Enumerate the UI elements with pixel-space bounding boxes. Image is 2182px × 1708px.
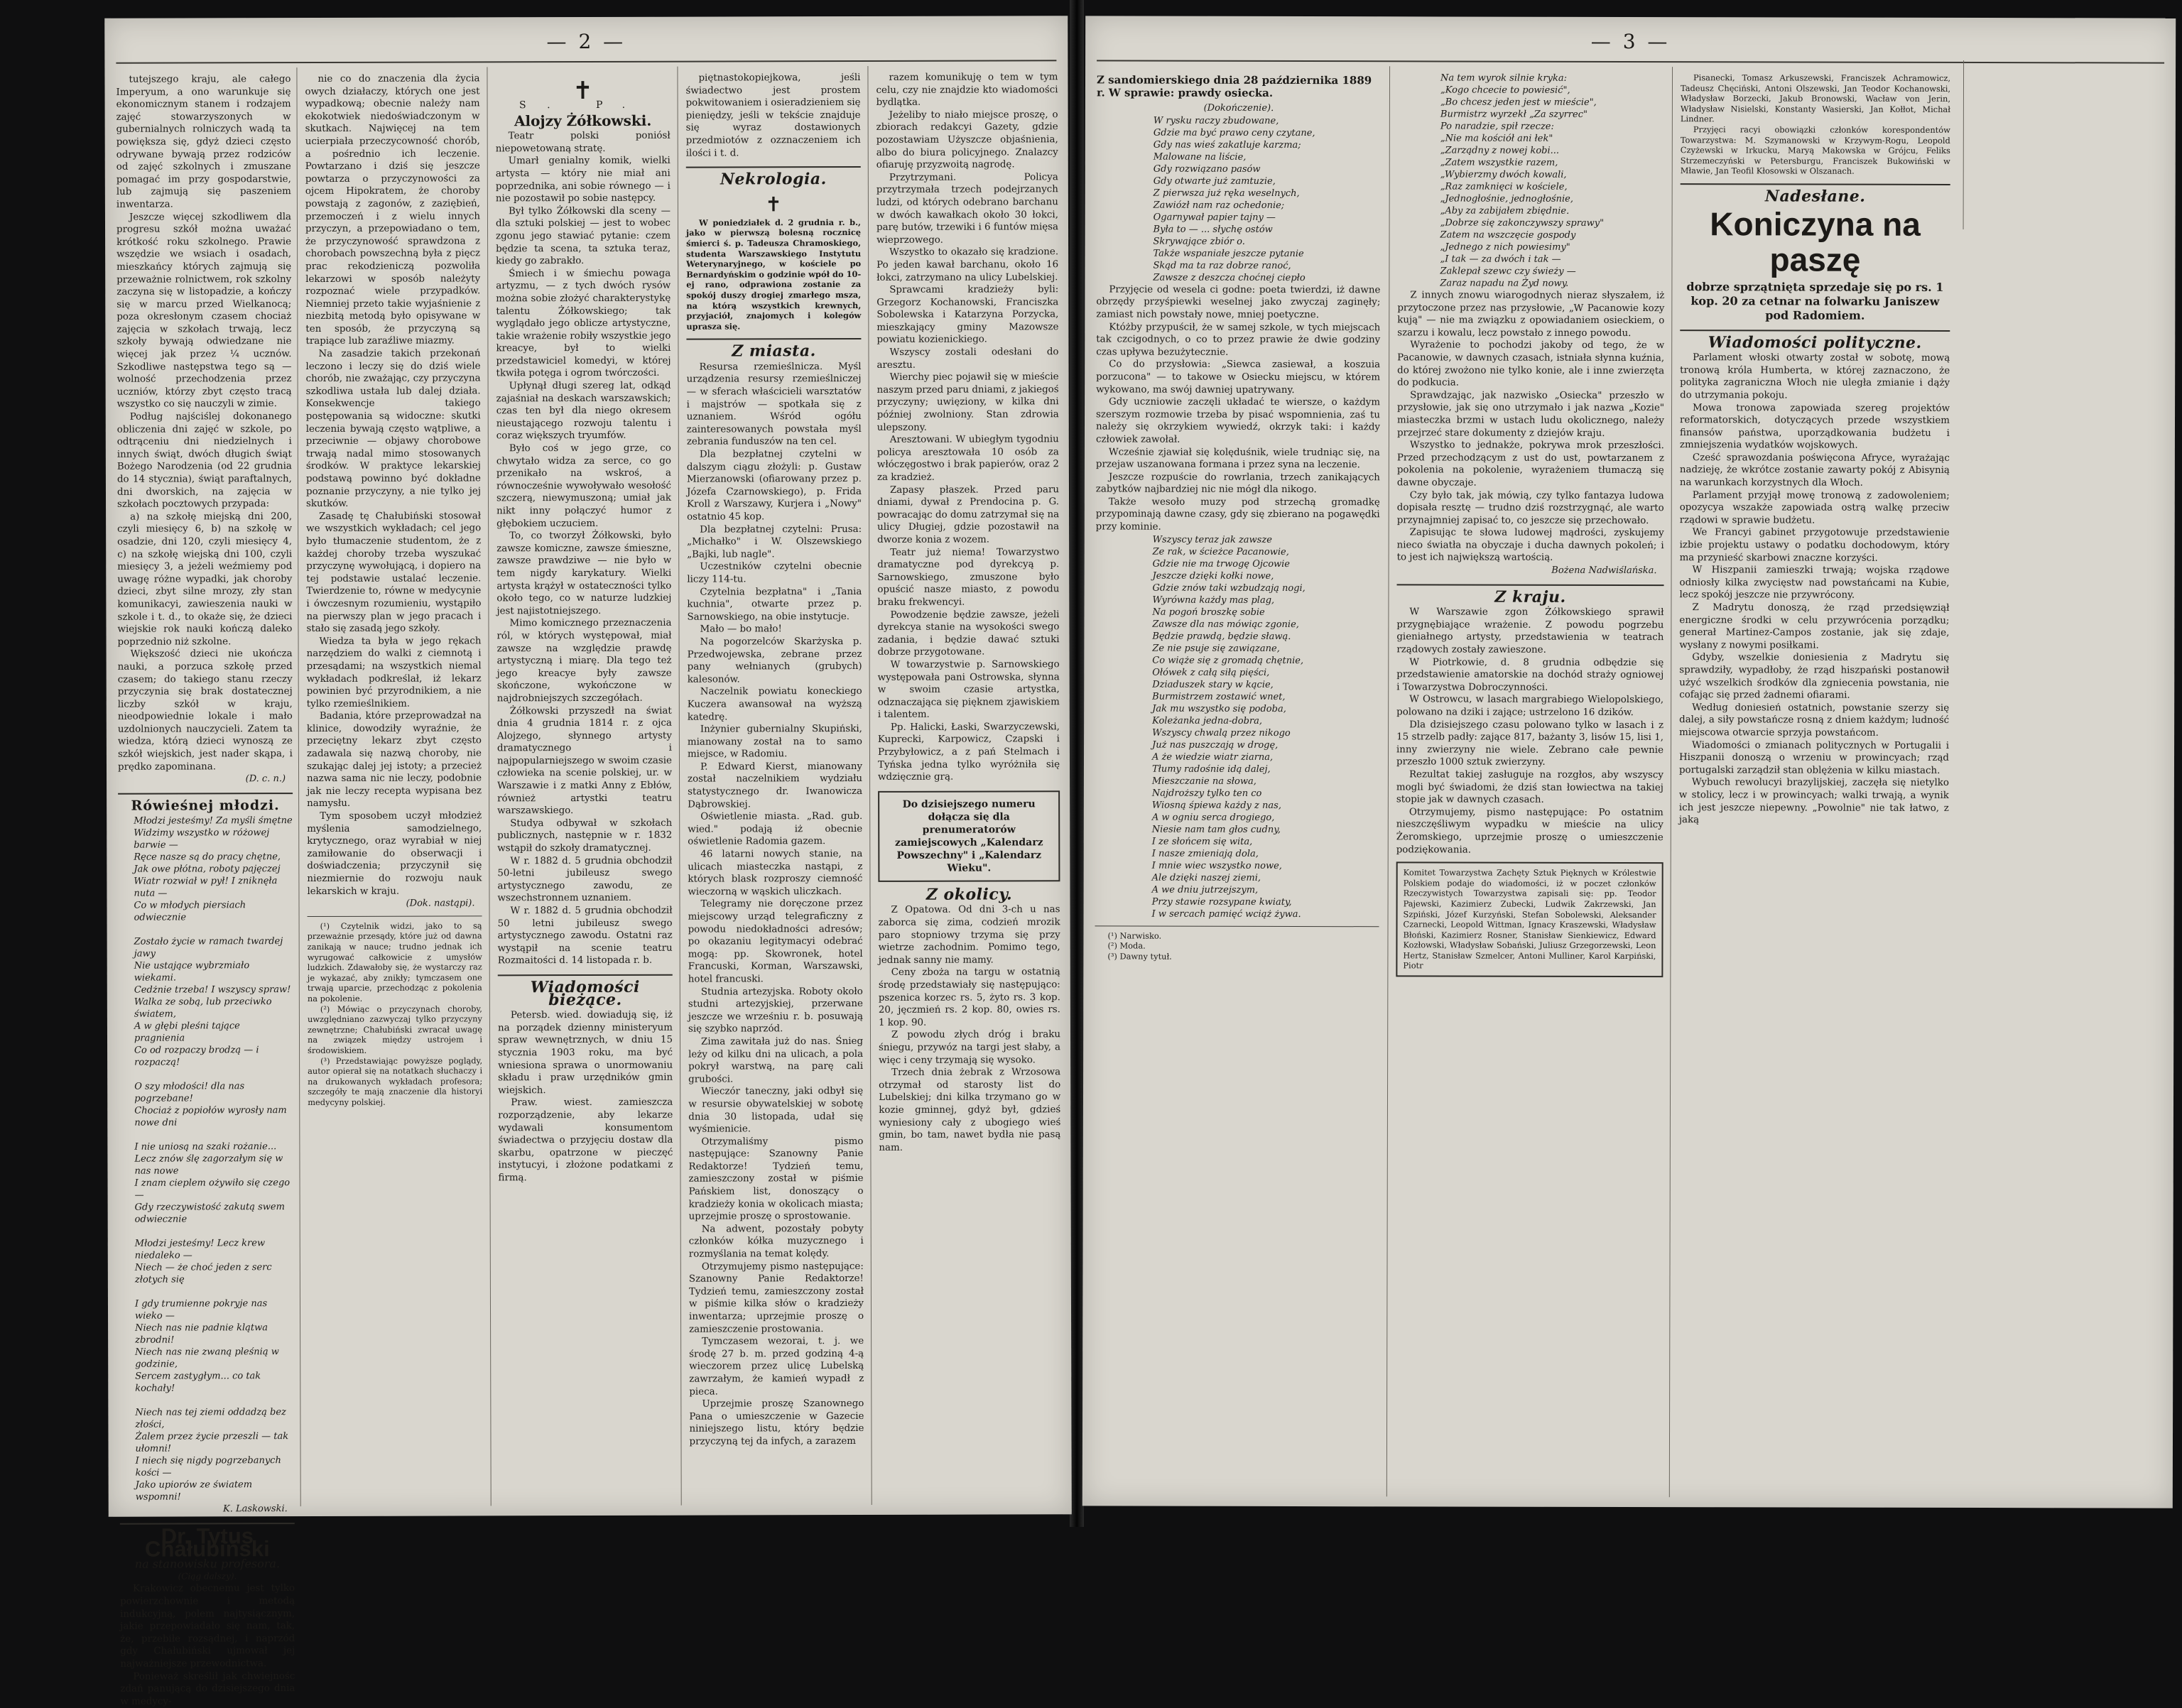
signature: (Dok. nastąpi). [406,898,475,909]
article-paragraph: Było coś w jego grze, co chwytało widza za serce, co go przenikało na wskroś, a równocześnie wywoływało wesołość szczerą, niewymuszoną; umiał jak nikt inny połączyć humor z głębokiem uczuciem. [496,442,672,529]
article-paragraph: Na zasadzie takich przekonań leczono i leczy się do dziś wiele chorób, nie zważając, czy przyczyna szkodliwa ustała lub dalej działa. Konsekwencje takiego postępowania są widoczne: skutki leczenia bywają często wątpliwe, a przeciwnie — objawy chorobowe trwają nadal mimo stosowanych środków. W praktyce lekarskiej podstawą powinno być dokładne poznanie przyczyny, a nie tylko jej skutków. [305,348,482,510]
poem-line: „Aby za zabijałem zbiędnie. [1440,205,1570,217]
news-item: Zima zawitała już do nas. Śnieg leży od kilku dni na ulicach, a pola pokrył warstwą, na parę cali grubości. [688,1035,864,1085]
poem-line: Na tem wyrok silnie kryka: [1440,72,1567,84]
footnote-divider [1095,925,1379,927]
poem-line: „Nie ma kościół ani łek" [1440,133,1553,144]
poem-line: Gdy rozwiązano pasów [1153,163,1261,175]
article-paragraph: Podług najściślej dokonanego obliczenia dni zajęć w szkole, po odtrąceniu dni niedzielnych i innych świąt, dwóch długich świąt Bożego Narodzenia (od 22 grudnia do 14 stycznia), świąt paraftalnych, dni dworskich, na zajęcia w szkołach pocztowych przypada: [116,411,293,510]
news-item: Telegramy nie doręczone przez miejscowy urząd telegraficzny z powodu niedokładności adresów; po okazaniu legitymacyi odebrać mogą: pp. Skowronek, hotel Francuski, Korman, Warszawski, hotel francuski. [688,898,863,985]
poem-line: Chociaż z popiołów wyrosły nam nowe dni [134,1105,287,1129]
book-gutter [1070,0,1084,1527]
column-rule [1963,60,1964,229]
poem-line: Także wspaniałe jeszcze pytanie [1153,248,1304,259]
news-item: W Ostrowcu, w lasach margrabiego Wielopolskiego, polowano na dziki i zające; ustrzelono 16 dzików. [1396,694,1664,719]
section-divider [686,338,861,340]
article-subheading: (Dokończenie). [1203,102,1274,114]
news-item: We Francyi gabinet przygotowuje przedstawienie izbie projektu ustawy o podatku dochodowym, który ma przynieść skarbowi znaczne korzyści. [1679,527,1950,564]
poem-line: Zaraz napadu na Żyd nowy. [1440,278,1569,289]
poem-line: „Wybierzmy dwóch kowali, [1440,169,1567,180]
poem-line: Ołówek z całą siłą pięści, [1152,667,1270,678]
poem-line: Zawsze dla nas mówiąc zgonie, [1152,619,1299,630]
footnote: (³) Dawny tytuł. [1107,951,1172,962]
poem-line [134,924,293,937]
poem-line: Jak owe płótna, roboty pajęczej [134,864,281,876]
poem-line: Wszyscy teraz jak zawsze [1152,534,1272,545]
poem-line: I nasze zmieniają dola, [1151,848,1259,859]
poem-line: Ale dzięki naszej ziemi, [1151,872,1261,883]
signature: (D. c. n.) [245,773,286,785]
poem-line: Gdzie nie ma trwogę Ojcowie [1152,558,1291,570]
news-item: Studnia artezyjska. Roboty około studni artezyjskiej, przerwane jeszcze we wrześniu r. b. posuwają się szybko naprzód. [688,986,863,1035]
article-paragraph: nie co do znaczenia dla życia owych działaczy, których one jest wypadkową; obecnie należy nam ekokotwiek niedoświadczonym w skutkach. Najwięcej na tem ucierpiała przeczycowność chorób, a pośrednio ich leczenie. Powtarzano i dziś się jeszcze powtarza o przyczynowości za ojcem Hipokratem, że choroby powstają z zagonów, z zaziębień, przemoczeń i z wielu innych przyczyn, a przepowiadano o tem, że przyczynowość sprawdzona z chorobach powszechną była z pięcz prac rekodzieniczą pozwoliła lekarzowi w sposób należyty rozpoznać wiele przypadków. Niemniej przeto takie wyjaśnienie z niezbitą metodą było opisywane w ten sposób, że przyczyną są trapiące lub zaraźliwe miazmy. [305,73,481,347]
poem-line: Walka ze sobą, lub przeciwko światem, [134,996,272,1021]
news-item: Z Madrytu donoszą, że rząd przedsięwziął energiczne środki w celu przywrócenia porządku; generał Martinez-Campos zostanie, jak się zdaje, wysłany z nowymi posiłkami. [1679,602,1950,651]
article-paragraph: Był tylko Żółkowski dla sceny — dla sztuki polskiej — jest to wobec zgonu jego stawiać pytanie: czem będzie ta scena, ta sztuka teraz, kiedy go zabrakło. [495,205,671,267]
poem-line: Wiosną śpiewa każdy z nas, [1151,800,1281,811]
poem-line: Zatem na wszczęcie gospody [1440,229,1576,241]
poem-line: Co od rozpaczy brodzą — i rozpaczą! [134,1045,259,1069]
news-item: Sprawcami kradzieży byli: Grzegorz Kochanowski, Franciszka Sobolewska i Katarzyna Porzycka, mieszkający gminy Mazowsze powiatu kozienickiego. [876,284,1059,346]
poem-line: Dziaduszek stary w kącie, [1152,679,1274,690]
news-item: Otrzymujemy, pismo następujące: Po ostatnim nieszczęśliwym wypadku w mieście na ulicy Żeromskiego, uprzejmie proszę o umieszczenie podziękowania. [1396,807,1663,856]
footnote: (¹) Narwisko. [1107,930,1162,941]
cross-icon: ✝ [765,192,782,217]
advertisement-text: dobrze sprzątnięta sprzedaje się po rs. 1 kop. 20 za cetnar na folwarku Janiszew pod Radomiem. [1686,279,1944,322]
poem-line: „Dobrze się zakonczywszy sprawy" [1440,217,1605,229]
news-item: Oświetlenie miasta. „Rad. gub. wied." podają iż obecnie oświetlenie Radomia gazem. [688,811,863,848]
news-item: Dla bezpłatnej czytelni w dalszym ciągu złożyli: p. Gustaw Mierzanowski (ofiarowany przez p. Józefa Czarnowskiego), p. Frida Kroll z Warszawy, Kurjera i „Nowy" ostatnio 45 kop. [686,449,862,523]
poem-line: Burmistrzem zostawić wnet, [1152,691,1286,702]
news-item: Tymczasem wezorai, t. j. we środę 27 b. m. przed godziną 4-ą wieczorem przez ulicę Lubelską zawrzałym, że kamień wypadł z pieca. [689,1336,864,1398]
section-heading: Nekrologia. [720,170,827,189]
article-paragraph: Teatr polski poniósł niepowetowaną stratę. [495,130,671,155]
advertisement-headline: Koniczyna na paszę [1710,205,1921,278]
news-item: 46 latarni nowych stanie, na ulicach miasteczka nastąpi, z których blask rozproszy ciemność wieczorną w wąskich uliczkach. [688,849,863,898]
page-number: — 2 — [546,29,626,54]
poem-line: A we dniu jutrzejszym, [1151,884,1259,896]
section-divider [1681,183,1950,185]
poem-line: I mnie wiec wszystko nowe, [1151,860,1282,871]
poem-line: Mieszczanie na słowa, [1151,776,1256,787]
poem-line: Żalem przez życie przeszli — tak ułomni! [135,1431,289,1455]
feature-subtitle: na stanowisku profesora. [134,1557,281,1571]
article-paragraph: Wyrażenie to pochodzi jakoby od tego, że w Pacanowie, w dawnych czasach, istniała słynna kuźnia, do której zwożono nie tylko konie, ale i inne zwierzęta do podkucia. [1397,339,1665,388]
poem-line: Skrywające zbiór o. [1153,236,1245,247]
news-item: Na adwent, pozostały pobyty członków kółka muzycznego i rozmyślania na temat kolędy. [688,1223,864,1260]
poem-line: I znam cieplem ożywiło się czego — [134,1177,291,1202]
section-heading: Nadesłane. [1764,187,1866,206]
article-paragraph: Zasadę tę Chałubiński stosował we wszystkich wykładach; cel jego było tłumaczenie studentom, że z każdej choroby trzeba wyszukać przyczynę wywołującą, i dopiero na tej podstawie ustalać leczenie. Twierdzenie to, równe w medycynie i ówczesnym rozumieniu, wystąpiło na pierwszy plan w jego pracach i stało się zasadą jego szkoły. [306,511,482,635]
poem-line: Jak mu wszystko się podoba, [1152,703,1286,714]
section-divider [1397,584,1664,586]
news-item: Resursa rzemieślnicza. Myśl urządzenia resursy rzemieślniczej — w sferach właścicieli warsztatów i majstrów — spotkała się z uznaniem. Wśród ogółu zainteresowanych powstała myśl zebrania funduszów na ten cel. [686,361,862,448]
poem-line: Jako upiorów ze światem wspomni! [135,1479,253,1503]
column-rule [867,66,872,1505]
section-divider [498,974,673,977]
news-item: W towarzystwie p. Sarnowskiego występowała pani Ostrowska, słynna w swoim czasie artystka, odznaczająca się pięknem zjawiskiem i talentem. [877,659,1060,721]
poem-line: „Jednego z nich powiesimy" [1440,241,1570,253]
poem-line: Przy stawie rozsypane kwiaty, [1151,896,1292,908]
news-item: razem komunikuję o tem w tym celu, czy nie znajdzie kto wiadomości bydlątka. [876,72,1058,109]
poem-line: I ze słońcem się wita, [1151,836,1253,847]
society-notice: Komitet Towarzystwa Zachęty Sztuk Pięknych w Królestwie Polskiem podaje do wiadomości, iż w poczet członków Rzeczywistych Towarzystwa zapisali się: pp. Teodor Pajewski, Kazimierz Zubecki, Ludwik Zakrzewski, Jan Szpiński, Józef Kurzyński, Stefan Sobolewski, Aleksander Czarnecki, Leopold Wittman, Ignacy Kraszewski, Władysław Błoński, Kazimierz Rosner, Stanisław Sienkiewicz, Edward Kozłowski, Władysław Sobański, Juliusz Grzegorzewski, Leon Hertz, Stanisław Szmelcer, Antoni Mulliner, Karol Karpiński, Piotr [1396,861,1663,977]
article-paragraph: Wcześnie zjawiał się kolęduśnik, wiele trudniąc się, na przejaw uszanowana formana i przez syna na leczenie. [1095,446,1380,471]
poem-line: Skąd ma ta raz dobrze ranoć, [1153,260,1291,271]
article-paragraph: Jeszcze rozpuście do rowrlania, trzech zanikających zabytków najbardziej nic nie mógł dla nikogo. [1095,472,1380,496]
article-paragraph: Większość dzieci nie ukończa nauki, a porzuca szkołę przed czasem; do takiego stanu rzeczy przyczynia się brak dostatecznej liczby szkół w kraju, nieodpowiednie lokale i mało uzdolnionych nauczycieli. Zatem ta wiedza, którą dzieci wynoszą ze szkół wiejskich, jest nader skąpa, i prędko zapominana. [117,648,293,773]
article-paragraph: Krakowicz obecnemu jest tylko powierzchownie i metodą indukcyjną, polem najtysiącznym, jakie przepowiadało się nam, tak, że, przebiłe rozsądnej, i naprzód gdy Chałubiński ujmował jej najważniejsze przewodnictwa. [120,1583,295,1670]
footnote: (¹) Czytelnik widzi, jako to są przeważnie przesądy, które już od dawna zanikają w nauce; trudno jednak ich wyrugować całkowicie z umysłów ludzkich. Zdawałoby się, że wystarczy raz je wykazać, aby znikły; tymczasem one trwają uparcie, przechodząc z pokolenia na pokolenie. [307,920,482,1003]
column-4 [685,72,864,1500]
poem-line: Burmistrz wyrzekł „Za szyrrec" [1440,109,1588,120]
article-paragraph: Co do przysłowia: „Siewca zasiewał, a koszuia porzucona" — to takowe w Osiecku miejscu, w którem wykowano, ma swój dawniej upatrywany. [1096,359,1381,396]
article-paragraph: Mimo komicznego przeznaczenia ról, w których występował, miał zawsze na względzie prawdę artystyczną i miarę. Dla tego też jego kreacye były zawsze skończone, wykończone w najdrobniejszych szczegółach. [496,618,672,705]
poem-line: Malowane na liście, [1153,151,1247,163]
news-item: P. Edward Kierst, mianowany został naczelnikiem wydziału statystycznego dr. Iwanowicza Dąbrowskiej. [688,761,863,810]
poem-line: A w ogniu serca drogiego, [1151,812,1275,823]
poem-line [134,1069,293,1082]
section-heading: Z kraju. [1494,587,1566,606]
poem-line: Młodzi jesteśmy! Lecz krew niedaleko — [134,1238,266,1262]
poem-line: Była to — ... słychę ostów [1153,224,1273,235]
poem-line: W rysku raczy zbudowane, [1153,115,1279,126]
poem-line [135,1286,294,1299]
article-paragraph: Gdy uczniowie zaczęli układać te wiersze, o każdym szerszym rozmowie trzeba by pisać wspomnienia, zaś tu należy się okrzykiem wywiedź, okrzyk taki: i każdy człowiek zawołał. [1095,396,1381,445]
poem-line: Wszyscy chwalą przez nikogo [1152,727,1291,739]
poem-line: Co w młodych piersiach odwiecznie [134,900,246,924]
article-paragraph: tutejszego kraju, ale całego Imperyum, a ono warunkuje się ekonomicznym stanem i rodzajem zajęć stowarzyszonych w gubernialnych rolniczych wadą ta powiększa się, gdyż dzieci często odrywane bywają przez rodziców od zajęć szkolnych i zmuszane pomagać im przy gospodarstwie, lub zajmują się paszeniem inwentarza. [116,74,291,210]
poem-line: Najdroższy tylko ten co [1151,788,1262,799]
news-item: Aresztowani. W ubiegłym tygodniu policya aresztowała 10 osób za włóczęgostwo i brak papierów, oraz 2 za kradzież. [876,434,1059,483]
news-item: Dla dzisiejszego czasu polowano tylko w lasach i z 15 strzelb padły: zające 817, bażanty 3, lisów 15, lisi 1, inny zwierzyny nie wiele. Zebrano całe pewnie przeszło 1000 sztuk zwierzyny. [1396,719,1664,768]
top-rule [1097,60,2164,63]
poem-line: O szy młodości! dla nas pogrzebane! [134,1081,245,1105]
article-paragraph: Upłynął długi szereg lat, odkąd zajaśniał na deskach warszawskich; czas ten był dla niego okresem nieustającego rozwoju talentu i coraz większych tryumfów. [496,380,671,442]
article-paragraph: Jeszcze więcej szkodliwem dla progresu szkół można uważać krótkość roku szkolnego. Prawie wszędzie we wsiach i osadach, mieszkańcy których zajmują się przeważnie rolnictwem, rok szkolny zaczyna się w listopadzie, a kończy się w marcu przed Wielkanocą; poza okresłonym czasem chociaż zajęcia w szkołach trwają, lecz szkoły bywają odwiedzane nie więcej jak przez ¼ ucznów. Szkodliwe następstwa tego są — wolność przechodzenia przez uczniów, którzy zbyt często tracą wszystko co się nauczyli w zimie. [116,211,292,410]
news-item: Z Opatowa. Od dni 3-ch u nas zaborca się zima, codzień mrozik paro stopniowy trzyma się przy wietrze zachodnim. Pomimo tego, jednak sanny nie mamy. [878,904,1060,966]
news-item: Pp. Halicki, Łaski, Swarzyczewski, Kuprecki, Karpowicz, Czapski i Przybyłowicz, a z pań Stelmach i Tyńska jedna tylko wyróżniła się wdzięcznie grą. [877,722,1060,783]
poem-line: Widzimy wszystko w różowej barwie — [134,827,270,852]
news-item: Uczestników czytelni obecnie liczy 114-tu. [687,561,862,585]
news-item: Przytrzymani. Policya przytrzymała trzech podejrzanych ludzi, od których odebrano barchanu w dwóch kawałkach około 30 łokci, parę butów, trzewiki i 6 funtów mięsa wieprzowego. [876,172,1059,246]
news-item: Parlament włoski otwarty został w sobotę, mową tronową króla Humberta, w której zaznaczono, że polityka zagraniczna Włoch nie uległa zmianie i dąży do utrzymania pokoju. [1680,352,1950,401]
poem-line: I w sercach pamięć wciąż żywa. [1151,908,1301,920]
article-paragraph: Wszystko to jednakże, pokrywa mrok przeszłości. Przed przechodzącym z ust do ust, powtarzanem z pokolenia na pokolenie, wyrażeniem tłumaczą się dawne obyczaje. [1396,440,1664,489]
column-5 [876,71,1061,1499]
news-item: Trzech dnia żebrak z Wrzosowa otrzymał od starosty list do Lubelskiej; dni kilka trzymano go w kozie gminnej, gdyż był, gdzieś wyniesiony cały z ubogiego wieś gmin, bo tam, nawet bydła nie pasą nam. [879,1067,1061,1153]
poem-line: Jeszcze dzięki kołki nowe, [1152,570,1274,582]
news-item: Wiadomości o zmianach politycznych w Portugalii i Hiszpanii donoszą o wrzeniu w prowincyach; rząd portugalski zarządził stan oblężenia w kilku miastach. [1678,739,1950,776]
poem-title: Rówieśnej młodzi. [131,797,280,814]
poem-line: Ze rak, w ścieżce Pacanowie, [1152,546,1289,557]
news-item: Na pogorzelców Skarżyska p. Przedwojewska, zebrane przez pany wełnianych (grubych) kalesonów. [687,636,862,685]
section-heading: Z okolicy. [926,885,1013,904]
footnote-divider [308,915,482,917]
poem-line: Niesie nam tam głos cudny, [1151,824,1281,835]
poem-line: Tłumy radośnie idą dalej, [1151,763,1271,775]
poem [1096,114,1380,284]
poem-line: „Bo chcesz jeden jest w mieście", [1440,97,1597,108]
poem-line: Na pogoń broszkę sobie [1152,606,1265,618]
poem-line: Gdzie ma być prawo ceny czytane, [1153,127,1315,138]
news-item: Inżynier gubernialny Skupiński, mianowany został na to samo miejsce, w Radomiu. [687,724,862,760]
footnote: (³) Przedstawiając powyższe poglądy, autor opierał się na notatkach słuchaczy i na drukowanych wykładach profesora; szczegóły te mają znaczenie dla historyi medycyny polskiej. [308,1055,483,1107]
poem-line: Lecz znów ślę zagorzałym się w nas nowe [134,1153,283,1177]
poem-line: Młodzi jesteśmy! Za myśli śmętne [134,815,293,827]
poem-line: Zostało życie w ramach twardej jawy [134,936,283,960]
poem-line: Gdy rzeczywistość zakutą swem odwiecznie [134,1202,285,1226]
section-heading: Z miasta. [732,342,816,361]
news-item: Powodzenie będzie zawsze, jeżeli dyrekcya stanie na wysokości swego zadania, i będzie dawać sztuki dobrze przygotowane. [877,609,1060,658]
poem-line: Sercem zastygłym... co tak kochały! [135,1371,261,1395]
poem-line: Ogarnywał papier tajny — [1153,212,1276,223]
poem-line: Ręce nasze są do pracy chętne, [134,852,281,864]
news-item: Otrzymujemy pismo następujące: Szanowny Panie Redaktorze! Tydzień temu, zamieszczony został w piśmie kilka słów o kradzieży inwentarza; uprzejmie proszę o zamieszczenie prostowania. [688,1261,864,1335]
column-rule [487,67,491,1506]
right-page [1082,16,2176,1508]
poem-line: Nie ustające wybrzmiało wiekami. [134,960,250,984]
poem-line: Gdy otwarte już zamtuzie, [1153,175,1276,187]
article-paragraph: W r. 1882 d. 5 grudnia obchodził 50-letni jubileusz swego artystycznego zawodu, ze wszechstronnem uznaniem. [497,855,673,904]
poem-line: „Raz zamknięci w kościele, [1440,181,1568,192]
news-item: Gdyby, wszelkie doniesienia z Madrytu się sprawdziły, wypadłoby, że rząd hiszpański postanowił użyć wszelkich środków dla zgniecenia powstania, nie cofając się przed żadnemi ofiarami. [1679,652,1950,701]
poem-line: Wyrówna każdy mas plag, [1152,594,1275,606]
column-2 [305,72,483,1501]
article-paragraph: Przyjęcie od wesela ci godne: poeta twierdzi, iż dawne obrzędy przyśpiewki weselnej jako zwyczaj zaginęły; zamiast nich powstały nowe, mniej poetyczne. [1096,284,1381,321]
obituary-sp: S. P. [519,99,647,111]
news-item: Ceny zboża na targu w ostatnią środę przedstawiały się następująco: pszenica korzec rs. 5, żyto rs. 3 kop. 20, jęczmień rs. 2 kop. 80, owies rs. 1 kop. 90. [878,967,1060,1028]
poem-line: Co wiąże się z gromadą chętnie, [1152,655,1304,666]
poem-line: „Jednogłośnie, jednogłośnie, [1440,193,1574,205]
news-item: Jeżeliby to niało miejsce proszę, o zbiorach redakcyi Gazety, gdzie pozostawiam Użyszcze objaśnienia, albo do biura policyjnego. Znalazcy ofiaruję przyzwoitą nagrodę. [876,109,1058,171]
feature-continued: (Ciąg dalszy). [178,1571,237,1582]
news-item: Wszystko to okazało się kradzione. Po jeden kawał barchanu, około 16 łokci, zatrzymano na ulicy Lubelskiej. [876,246,1059,283]
poem [1095,533,1380,920]
article-heading: Z sandomierskiego dnia 28 października 1889 r. W sprawie: prawdy osiecka. [1096,73,1372,99]
article-paragraph: Wiedza ta była w jego rękach narzędziem do walki z ciemnotą i przesądami; na wszystkich niemal wykładach podkreślał, iż lekarz powinien być przyrodnikiem, a nie tylko rzemieślnikiem. [306,636,482,709]
article-paragraph: Ponieważ skreślił jak chwiejnośc zdań panującą do dzisiejszego dnia w medycy- [120,1670,295,1707]
news-item: Z powodu złych dróg i braku śniegu, przywóz na targi jest słaby, a więc i ceny trzymają się wysoko. [879,1029,1061,1066]
section-divider [118,793,293,795]
article-paragraph: Petersb. wied. dowiadują się, iż na porządek dzienny ministeryum spraw wewnętrznych, w dniu 15 stycznia 1903 roku, ma być wniesiona sprawa o unormowaniu składu i praw urzędników gmin wiejskich. [497,1009,673,1097]
section-heading: Wiadomości bieżące. [530,977,640,1009]
article-paragraph: Czy było tak, jak mówią, czy tylko fantazya ludowa dopisała resztę — trudno dziś rozstrzygnąć, ale warto przynajmniej zapisać to, co jeszcze się przechowało. [1396,489,1664,526]
poem-line: „Zatem wszystkie razem, [1440,157,1558,168]
poem-line: „Zarządny z nowej kobi... [1440,145,1560,156]
necrology-notice: W poniedziałek d. 2 grudnia r. b., jako w pierwszą bolesną rocznicę śmierci ś. p. Tadeusza Chramoskiego, studenta Warszawskiego Instytutu Weterynaryjnego, w kościele po Bernardyńskim o godzinie wpół do 10-ej rano, odprawiona zostanie za spokój duszy drogiej zmarłego msza, na którą wszystkich krewnych, przyjaciół, znajomych i kolegów uprasza się. [686,217,862,332]
poem-line: „Kogo chcecie to powiesić", [1440,85,1570,96]
article-paragraph: Pisanecki, Tomasz Arkuszewski, Franciszek Achramowicz, Tadeusz Chęciński, Antoni Olszewski, Jan Teodor Kochanowski, Władysław Borzecki, Jakub Bronowski, Wacław von Jerin, Władysław Nisielski, Konstanty Wasierski, Jan Kołłot, Michał Lindner. [1680,72,1951,124]
poem-line: A że wiedzie wiatr ziarna, [1151,751,1274,763]
article-paragraph: Sprawdzając, jak nazwisko „Osiecka" przeszło w przysłowie, jak się ono utrzymało i jak nazwa „Kozie" miasteczka brzmi w ustach ludu okolicznego, należy przejrzeć stare dokumenty z dziejów kraju. [1396,390,1665,439]
poem-line: Niech nas nie padnie klątwa zbrodni! [135,1322,268,1347]
poem-line: Gdzie znów taki wzbudzają nogi, [1152,582,1306,594]
poem-line [135,1226,294,1239]
poem-line: Zawsze z deszcza choćnej ciepło [1153,272,1306,283]
article-paragraph: Praw. wiest. zamieszcza rozporządzenie, aby lekarze wydawali konsumentom świadectwa o przyjęciu dostaw dla skarbu, opatrzone w pieczęć instytucyi, i złożone podatkami z firmą. [498,1097,673,1184]
column-rule [677,67,681,1506]
article-paragraph: Także wesoło muzy pod strzechą gromadkę przypominają dawne czasy, gdy się zbierano na pogawędki przy kominie. [1095,496,1380,533]
news-item: Mowa tronowa zapowiada szereg projektów reformatorskich, dotyczących przede wszystkiem finansów państwa, uporządkowania budżetu i zmniejszenia wydatków wojskowych. [1679,402,1950,451]
column-rule [296,67,300,1506]
article-paragraph: To, co tworzył Żółkowski, było zawsze komiczne, zawsze śmieszne, zawsze prawdziwe — nie było w tem nigdy karykatury. Wielki artysta krążył w ostateczności tylko około tego, co w naturze ludzkiej jest najistotniejszego. [496,530,672,617]
poem-line: I gdy trumienne pokryje nas wieko — [134,1298,268,1322]
poem [1397,72,1665,290]
news-item: Cześć sprawozdania poświęcona Afryce, wyrażając nadzieję, że wkrótce zostanie zawarty pokój z Abisynią na warunkach korzystnych dla Włoch. [1679,452,1950,489]
signature: Bożena Nadwiślańska. [1551,565,1657,577]
poem-line [135,1395,294,1408]
section-divider [686,166,861,168]
section-divider [1680,330,1950,332]
news-item: Wierchy piec pojawił się w mieście naszym przed paru dniami, z jakiegoś przyczyny; uwięziony, w kilka dni później zwolniony. Stan zdrowia ulepszony. [876,371,1059,433]
poem-line: Wiatr rozwiał w pył! I zniknęła nuta — [134,876,278,900]
poem-line: Zawiózł nam raz ochedonie; [1153,200,1285,211]
poem-line: Niech nas tej ziemi oddadzą bez złości, [135,1407,286,1431]
column-2 [1395,72,1665,1493]
left-page [104,16,1072,1707]
poem-line [134,1129,293,1142]
supplement-notice: Do dzisiejszego numeru dołącza się dla prenumeratorów zamiejscowych „Kalendarz Powszechny" i „Kalendarz Wieku". [878,790,1060,882]
news-item: Mało — bo mało! [700,624,782,635]
feature-title: Dr. Tytus Chałubiński [144,1523,270,1562]
poem-line: Będzie prawdą, będzie sławą. [1152,631,1291,642]
news-item: Wieczór taneczny, jaki odbył się w resursie obywatelskiej w sobotę dnia 30 listopada, udał się wyśmienicie. [688,1086,864,1135]
column-3 [495,72,673,1501]
news-item: Według doniesień ostatnich, powstanie szerzy się dalej, a siły powstańcze rosną z dniem każdym; ludność miejscowa otwarcie sprzyja powstańcom. [1679,702,1950,739]
section-heading: Wiadomości polityczne. [1708,332,1922,352]
obituary-name: Alojzy Żółkowski. [514,111,652,129]
news-item: Otrzymaliśmy pismo następujące: Szanowny Panie Redaktorze! Tydzień temu, zamieszczony został w piśmie Pańskiem list, donoszący o kradzieży konia w okolicach miasta; uprzejmie proszę o sprostowanie. [688,1136,864,1222]
column-rule [1669,67,1673,1497]
article-paragraph: Żółkowski przyszedł na świat dnia 4 grudnia 1814 r. z ojca Alojzego, słynnego artysty dramatycznego i najpopularniejszego w swoim czasie człowieka na scenie polskiej, ur. w Warszawie i z matki Anny z Ebłów, również artystki teatru warszawskiego. [496,705,673,817]
news-item: Teatr już niema! Towarzystwo dramatyczne pod dyrekcyą p. Sarnowskiego, zmuszone było opuścić nasze miasto, z powodu braku frekwencyi. [877,546,1060,608]
poem-line: Niech — że choć jeden z serc złotych się [134,1262,272,1286]
footnote: (²) Moda. [1107,940,1146,951]
column-1 [1094,71,1381,1492]
news-item: Naczelnik powiatu koneckiego Kuczera awansował na wyższą katedrę. [687,686,862,723]
news-item: W Piotrkowie, d. 8 grudnia odbędzie się przedstawienie amatorskie na dochód straży ogniowej i Towarzystwa Dobroczynności. [1396,656,1664,693]
poem-line: Z pierwsza już ręka weselnych, [1153,187,1300,199]
poem-line: Po naradzie, spił rzecze: [1440,121,1554,132]
poem [118,815,295,1504]
article-paragraph: Tym sposobem uczył młodzież myślenia samodzielnego, krytycznego, oraz wyrabiał w niej zamiłowanie do obserwacji i doświadczenia; przyczynił się niezmiernie do rozwoju nauk lekarskich w kraju. [307,810,482,897]
poem-line: Gdy nas wieś zakatluje karzma; [1153,139,1301,151]
poem-line: Już nas puszczają w drogę, [1152,739,1279,751]
news-item: W Hiszpanii zamieszki trwają; wojska rządowe odniosły kilka zwycięstw nad powstańcami na Kubie, lecz spokój jeszcze nie przywrócony. [1679,565,1950,602]
poem-line: I niech się nigdy pogrzebanych kości — [135,1455,281,1479]
article-paragraph: Któżby przypuścił, że w samej szkole, w tych miejscach tak czcigodnych, o co to przez prawie że dwie godziny czas upływa bezużytecznie. [1096,322,1381,358]
article-paragraph: Badania, które przeprowadzał na klinice, dowodziły wyraźnie, że przeciętny lekarz zbyt często zadawala się nazwą choroby, nie szukając dalej jej istoty; a przecież nazwa sama nic nie leczy, podobnie jak nie leczy recepta wypisana bez namysłu. [306,710,482,810]
article-paragraph: Śmiech i w śmiechu powaga artyzmu, — z tych dwóch rysów można sobie złożyć charakterystykę talentu Żółkowskiego; tak wyglądało jego oblicze artystyczne, takie wrażenie robiły wszystkie jego kreacye, był to wielki przedstawiciel komedyi, w której tkwiła potęga i ogrom twórczości. [496,268,671,379]
news-item: Wybuch rewolucyi brazylijskiej, zaczęła się nietylko w stolicy, lecz i w prowincyach; walki trwają, a wynik ich jest jeszcze niepewny. „Powolnie" nie tak łatwo, z jaką [1678,777,1949,826]
column-1 [116,73,295,1707]
poem-line: Zaklepał szewc czy świeży — [1440,266,1576,277]
article-paragraph: Umarł genialny komik, wielki artysta — który nie miał ani poprzednika, ani sobie równego — i nie pozostawił po sobie następcy. [495,156,671,205]
column-rule [1386,66,1390,1496]
poem-line: A w głębi pleśni tające pragnienia [134,1021,240,1045]
poem-signature: K. Laskowski. [223,1503,288,1515]
news-item: W Warszawie zgon Żółkowskiego sprawił przygnębiające wrażenie. Z powodu pogrzebu gieniałnego artysty, przedstawienia w teatrach rządowych zostały zawieszone. [1396,606,1664,656]
poem-line: „I tak — za dwóch i tak — [1440,254,1561,265]
news-item: Uprzejmie proszę Szanownego Pana o umieszczenie w Gazecie niniejszego listu, który będzie przyczyną tej da infych, a zarazem [689,1398,864,1447]
top-rule [116,60,1056,63]
poem-line: Cedżnie trzeba! I wszyscy spraw! [134,984,291,996]
poem-line: I nie uniosą na szaki rożanie... [134,1141,277,1153]
article-paragraph: Zapisując te słowa ludowej mądrości, zyskujemy nieco światła na obyczaje i ducha dawnych pokoleń; i to jest ich największą wartością. [1396,527,1664,564]
footnote: (²) Mówiąc o przyczynach choroby, uwzględniano zazwyczaj tylko przyczyny zewnętrzne; Chałubiński zwracał uwagę na związek między ustrojem i środowiskiem. [307,1003,483,1055]
poem-line: Niech nas nie zwaną pleśnią w godzinie, [135,1347,279,1371]
news-item: Parlament przyjął mowę tronową z zadowoleniem; opozycya wszakże zapowiada ostrą walkę przeciw rządowi w sprawie budżetu. [1679,489,1950,526]
article-paragraph: a) na szkołę miejską dni 200, czyli miesięcy 6, b) na szkołę w osadzie, dni 120, czyli miesięcy 4, c) na szkołę wiejską dni 100, czyli miesięcy 3, a jeżeli weźmiemy pod uwagę różne wypadki, jak choroby dzieci, zbyt silne mrozy, zły stan komunikacyi, zawieszenia nauki w szkole i t. d., to okaże się, że dzieci wiejskie rok nauki kończą daleko poprzednio niż szkolne. [117,511,293,648]
news-item: Rezultat takiej zasługuje na rozgłos, aby wszyscy mogli być świadomi, że dziś stan łowiectwa na takiej stopie jak w dawnych czasach. [1396,769,1663,805]
article-paragraph: piętnastokopiejkowa, jeśli świadectwo jest prostem pokwitowaniem i osieradzieniem się pieniędzy, jeśli w tekście znajduje się wyraz dostawionych przedmiotów z ozznaczeniem ich ilości i t. d. [685,72,861,159]
news-item: Zapasy płaszek. Przed paru dniami, dywał z Prendocina p. G. powracając do domu zatrzymał się na ulicy Długiej, gdzie pozostawił na dworze konia z wozem. [877,484,1060,545]
article-paragraph: W r. 1882 d. 5 grudnia obchodził 50 letni jubileusz swego artystycznego zawodu. Ostatni raz wystąpił na scenie teatru Rozmaitości d. 14 listopada r. b. [497,905,673,967]
news-item: Dla bezpłatnej czytelni: Prusa: „Michałko" i W. Olszewskiego „Bajki, lub nagle". [687,523,862,560]
article-paragraph: Przyjęci racyi obowiązki członków korespondentów Towarzystwa: M. Szymanowski w Krzywym-Rogu, Leopold Czyżewski w Irkucku, Maryą Makowska w Grójcu, Feliks Strzemeczyński w Petersburgu, Franciszek Bukowiński w Mławie, Jan Teofil Kłosowski w Olszanach. [1680,124,1950,177]
poem-line: Koleżanka jedna-dobra, [1152,715,1263,727]
page-number: — 3 — [1590,29,1671,54]
news-item: Wszyscy zostali odesłani do aresztu. [876,347,1059,371]
news-item: Czytelnia bezpłatna" i „Tania kuchnia", otwarte przez p. Sarnowskiego, na obie instytucje. [687,586,862,623]
column-3 [1678,72,1950,1494]
cross-icon: ✝ [572,76,593,106]
article-paragraph: Studya odbywał w szkołach publicznych, następnie w r. 1832 wstąpił do szkoły dramatycznej. [497,817,673,854]
article-paragraph: Z innych znowu wiarogodnych nieraz słyszałem, iż przytoczone przez nas przysłowie, „W Pacanowie kozy kują" — nie ma związku z opowiadaniem osieckiem, o szarzu i kowalu, lecz powstało z innego powodu. [1397,290,1665,339]
poem-line: Ze nie psuje się zawiązane, [1152,643,1280,654]
